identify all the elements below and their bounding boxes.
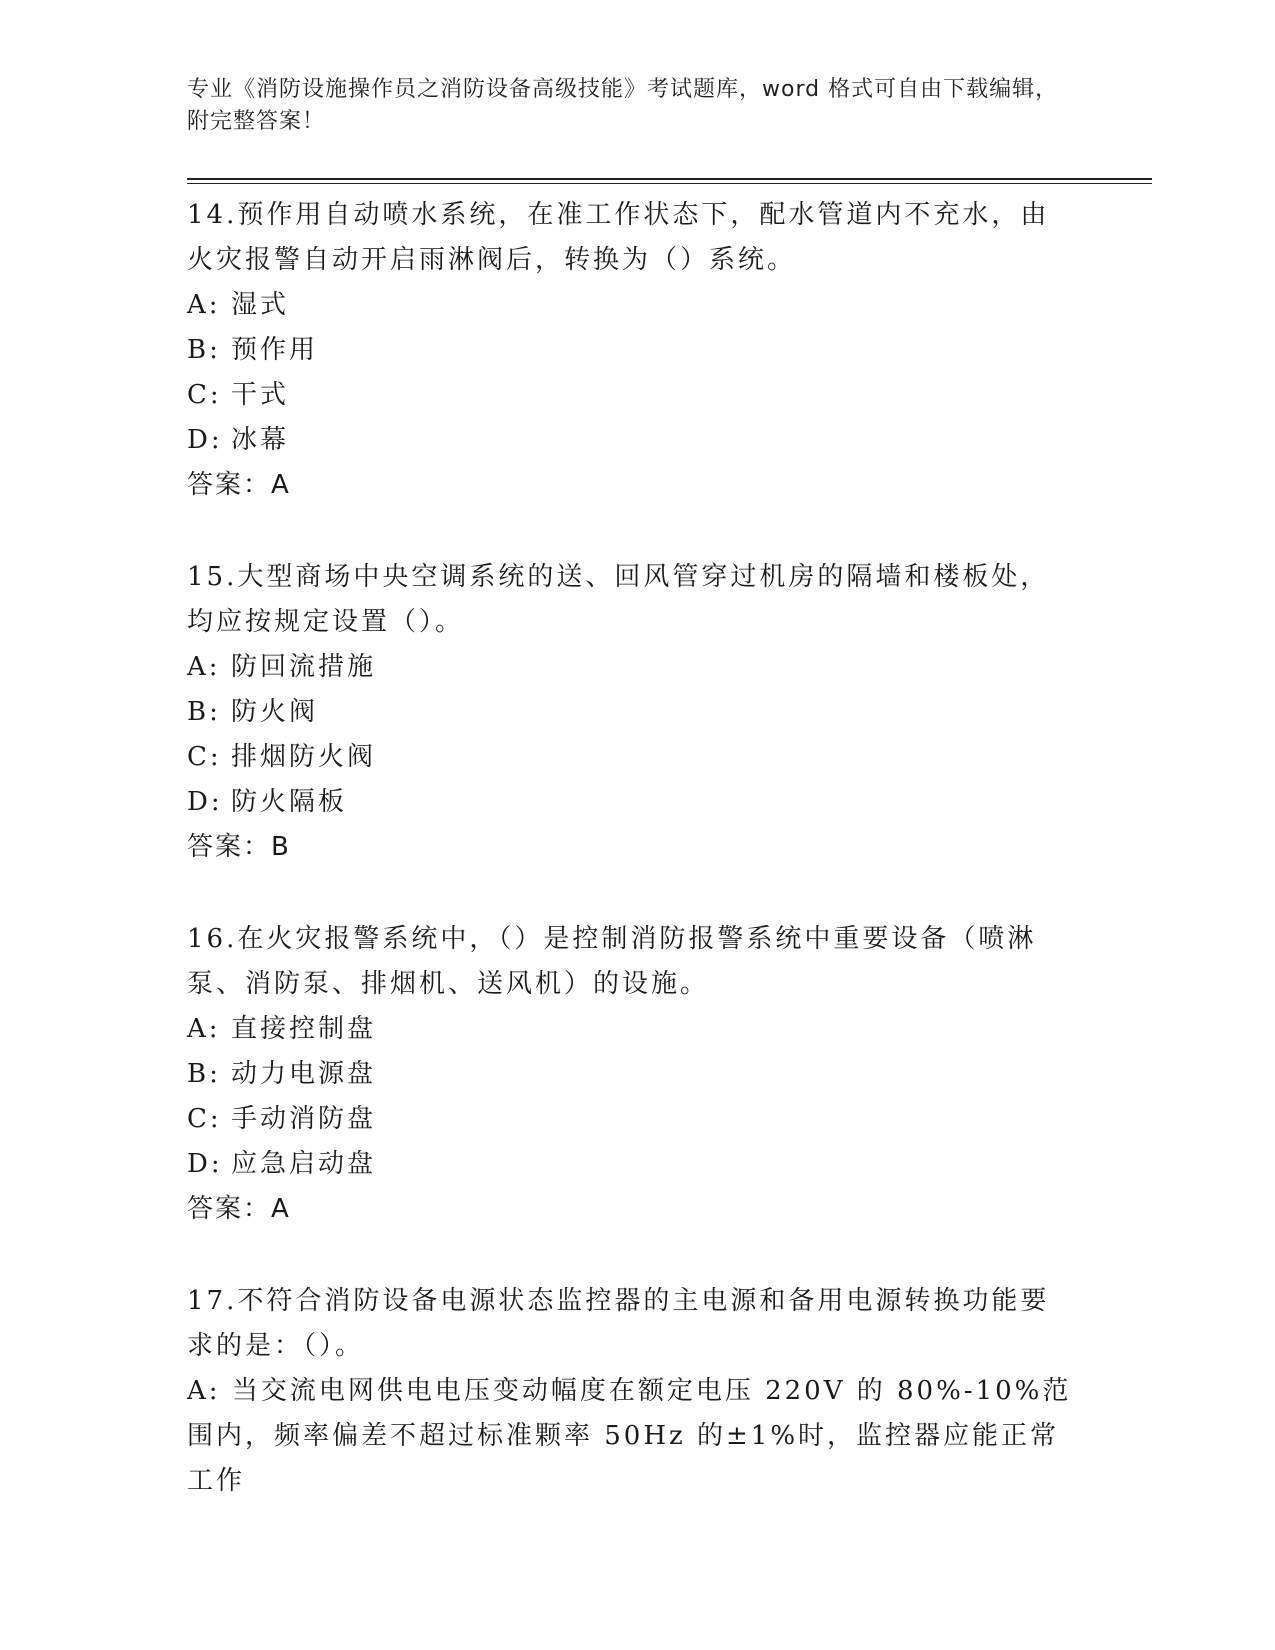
option-key: D:: [187, 425, 223, 455]
answer-line: 答案：B: [187, 832, 291, 862]
option-text: 防火阀: [231, 697, 319, 727]
option-c: [187, 1097, 1077, 1142]
question-stem: 15.大型商场中央空调系统的送、回风管穿过机房的隔墙和楼板处，均应按规定设置（）。: [187, 562, 1050, 637]
option-text: 手动消防盘: [231, 1104, 377, 1134]
option-text: 应急启动盘: [231, 1149, 377, 1179]
option-a: [187, 645, 1077, 690]
question-16: [187, 917, 1077, 1232]
option-text: 直接控制盘: [231, 1014, 377, 1044]
option-d: [187, 1142, 1077, 1187]
option-a: [187, 1007, 1077, 1052]
document-header: 专业《消防设施操作员之消防设备高级技能》考试题库，word 格式可自由下载编辑，附完整答案！: [187, 77, 1059, 134]
question-list: [187, 193, 1077, 1551]
option-a: [187, 1369, 1077, 1504]
option-text: 冰幕: [231, 425, 290, 455]
option-text: 干式: [231, 380, 290, 410]
option-key: C:: [187, 742, 222, 772]
option-d: [187, 418, 1077, 463]
option-key: A:: [187, 652, 221, 682]
option-text: 动力电源盘: [231, 1059, 377, 1089]
option-key: D:: [187, 787, 223, 817]
option-b: [187, 690, 1077, 735]
option-key: B:: [187, 335, 221, 365]
option-key: D:: [187, 1149, 223, 1179]
option-b: [187, 1052, 1077, 1097]
option-key: A:: [187, 1014, 221, 1044]
option-text: 当交流电网供电电压变动幅度在额定电压 220V 的 80%-10%范围内，频率偏差不超过标准颗率 50Hz 的±1%时，监控器应能正常工作: [187, 1376, 1072, 1496]
question-stem: 16.在火灾报警系统中，（）是控制消防报警系统中重要设备（喷淋泵、消防泵、排烟机、送风机）的设施。: [187, 924, 1037, 999]
header-rule-thick: [187, 178, 1152, 180]
option-d: [187, 780, 1077, 825]
option-a: [187, 283, 1077, 328]
option-text: 排烟防火阀: [231, 742, 377, 772]
option-b: [187, 328, 1077, 373]
option-c: [187, 735, 1077, 780]
question-17: [187, 1279, 1077, 1504]
option-text: 防回流措施: [231, 652, 377, 682]
option-key: B:: [187, 1059, 221, 1089]
question-stem: 14.预作用自动喷水系统，在准工作状态下，配水管道内不充水，由火灾报警自动开启雨淋阀后，转换为（）系统。: [187, 200, 1050, 275]
option-key: A:: [187, 290, 221, 320]
question-15: [187, 555, 1077, 870]
option-key: A:: [187, 1376, 221, 1406]
header-rule-thin: [187, 183, 1152, 184]
option-text: 防火隔板: [231, 787, 348, 817]
option-c: [187, 373, 1077, 418]
answer-line: 答案：A: [187, 470, 291, 500]
option-text: 湿式: [231, 290, 290, 320]
option-text: 预作用: [231, 335, 319, 365]
answer-line: 答案：A: [187, 1194, 291, 1224]
question-stem: 17.不符合消防设备电源状态监控器的主电源和备用电源转换功能要求的是：（）。: [187, 1286, 1050, 1361]
option-key: C:: [187, 1104, 222, 1134]
question-14: [187, 193, 1077, 508]
option-key: C:: [187, 380, 222, 410]
option-key: B:: [187, 697, 221, 727]
